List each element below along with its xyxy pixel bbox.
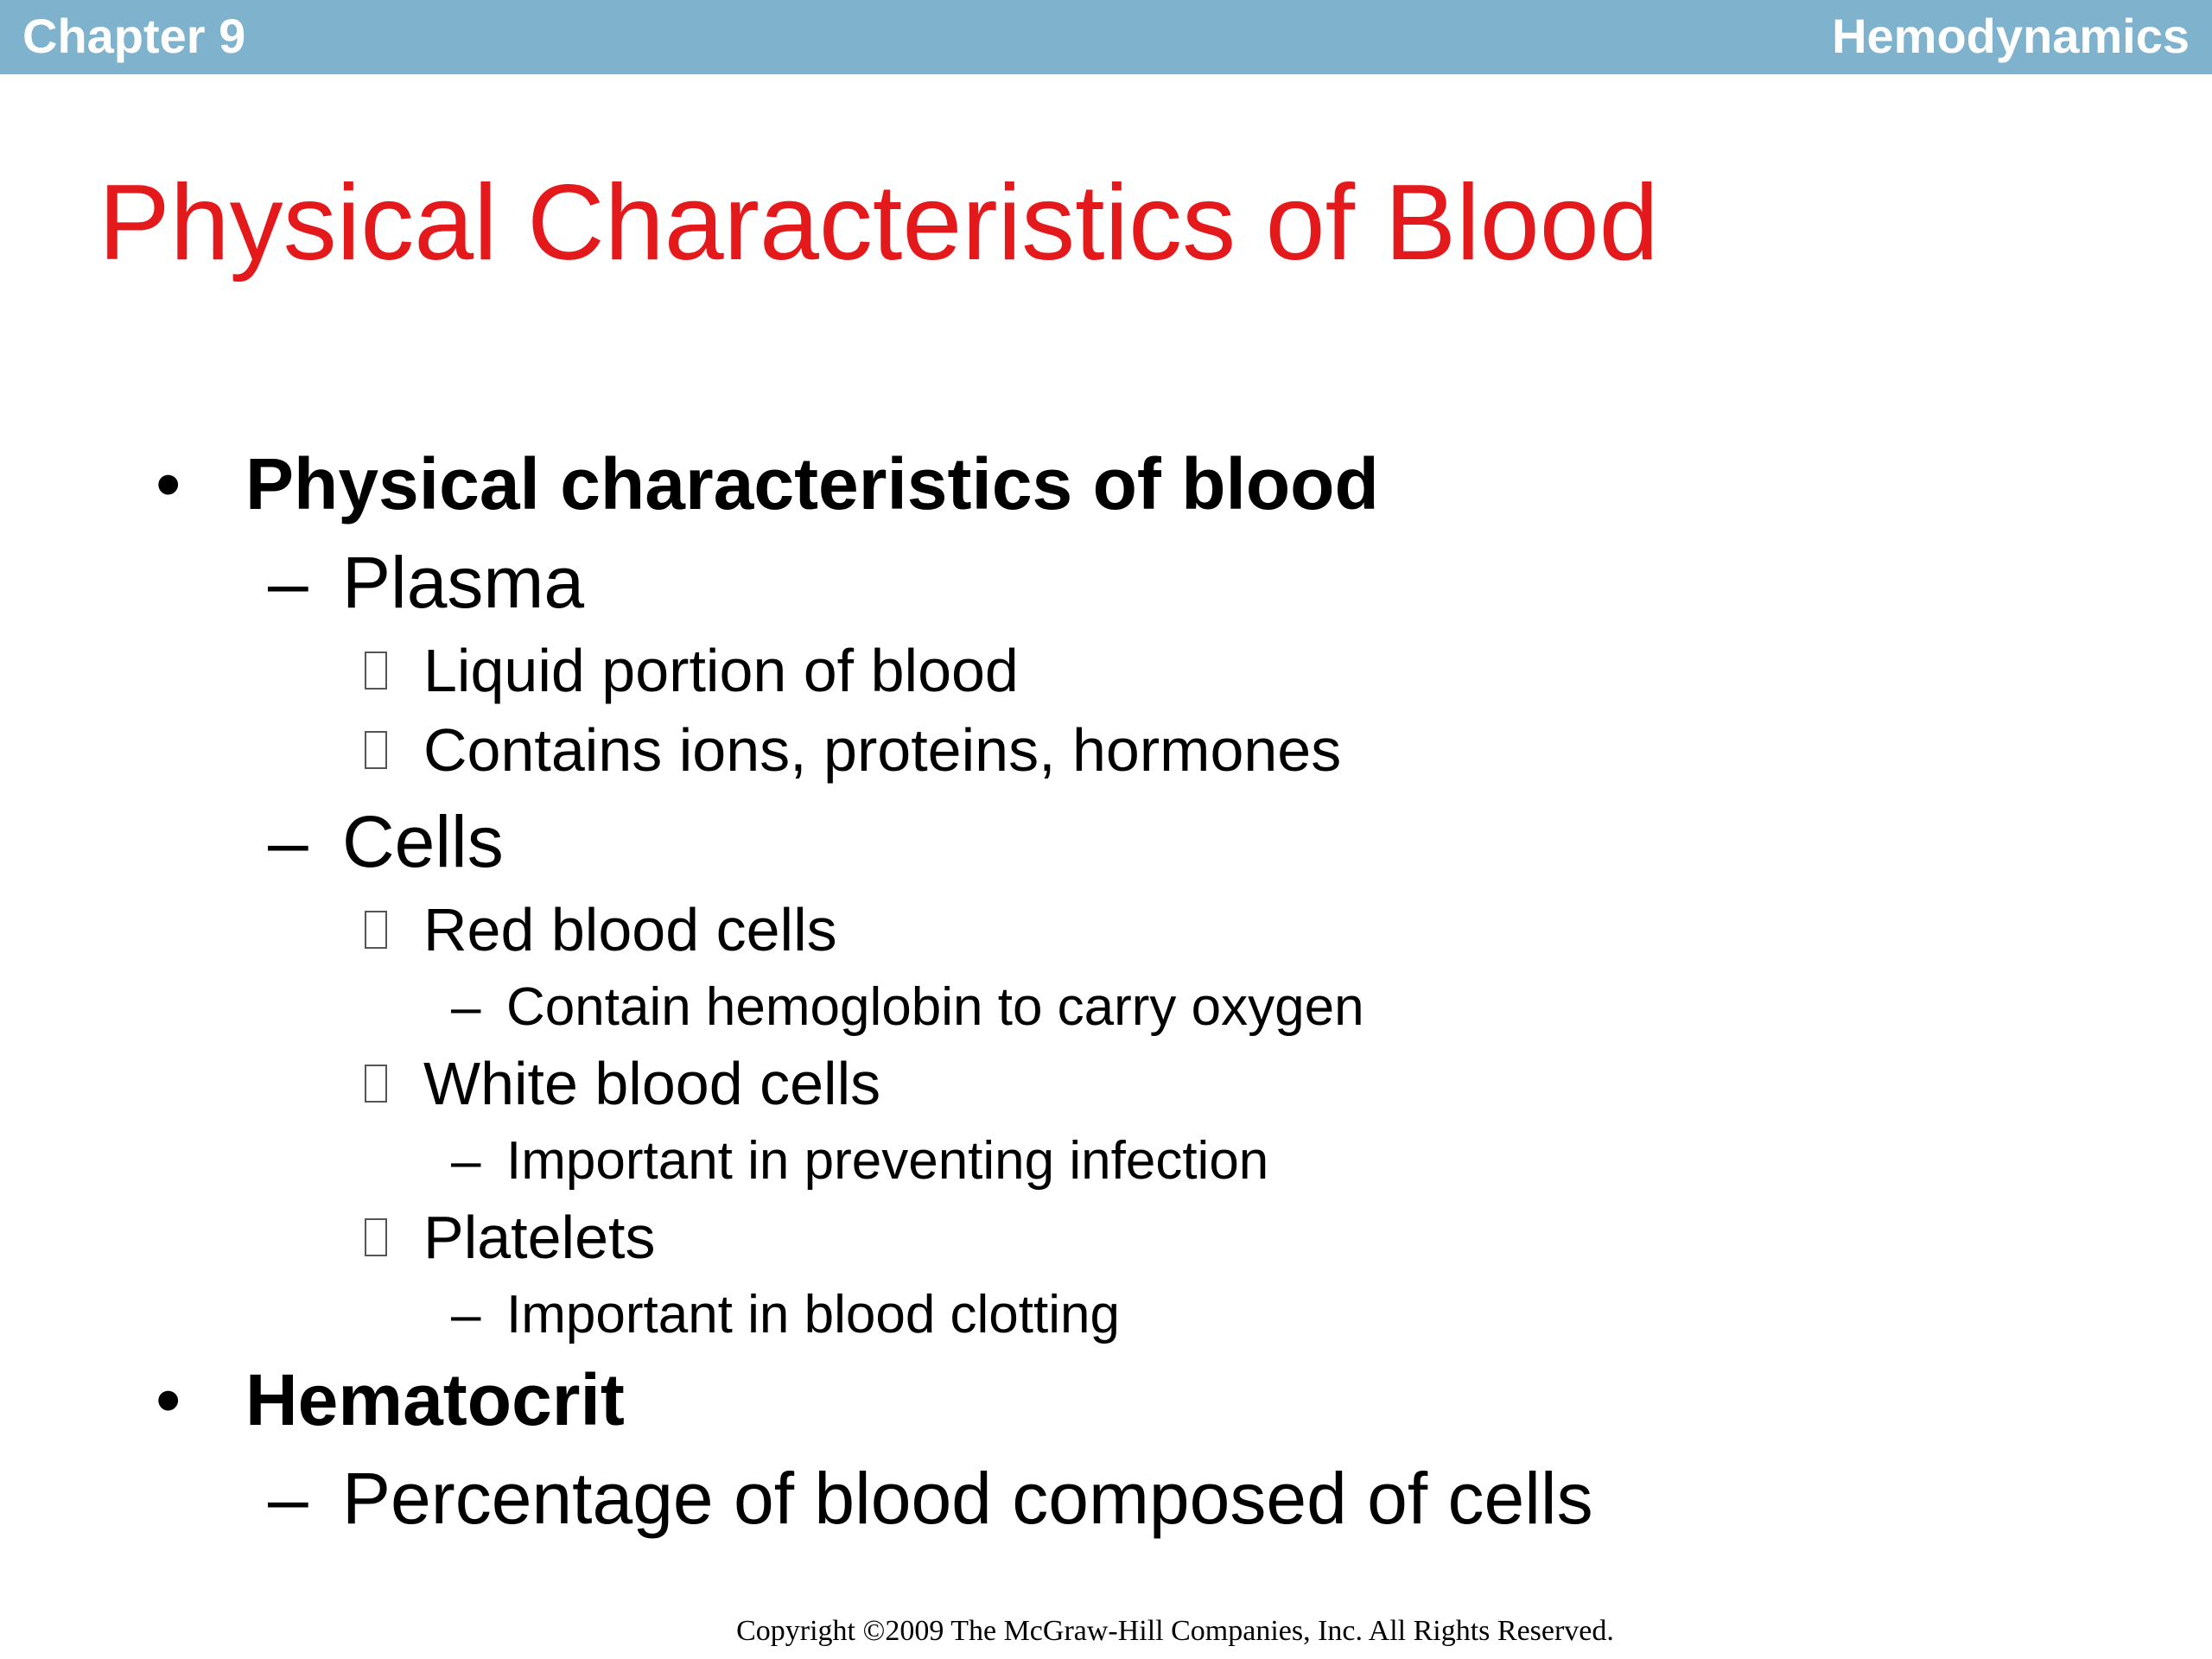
subitem-text: Cells [342, 801, 504, 882]
topic-label: Hemodynamics [1832, 9, 2190, 63]
detail-text: Contains ions, proteins, hormones [423, 716, 1342, 784]
copyright-footer: Copyright ©2009 The McGraw-Hill Companies, Inc. All Rights Reserved. [736, 1615, 1614, 1647]
box-bullet-icon [365, 652, 387, 690]
detail-text: White blood cells [423, 1050, 881, 1117]
box-bullet-icon [365, 1065, 387, 1103]
dash-icon: – [268, 1458, 308, 1539]
dash-icon: – [451, 1131, 481, 1191]
subitem-text: Plasma [342, 542, 585, 623]
detail-text: Liquid portion of blood [423, 637, 1019, 704]
header-bar [0, 0, 2212, 74]
box-bullet-icon [365, 731, 387, 769]
dash-icon: – [451, 977, 481, 1037]
bullet-text: Hematocrit [245, 1359, 625, 1440]
dash-icon: – [268, 801, 308, 882]
subitem-text: Percentage of blood composed of cells [342, 1458, 1593, 1539]
note-text: Contain hemoglobin to carry oxygen [506, 977, 1364, 1037]
note-text: Important in preventing infection [506, 1131, 1269, 1191]
bullet-icon: • [156, 443, 181, 524]
slide-title: Physical Characteristics of Blood [99, 163, 1659, 283]
chapter-label: Chapter 9 [22, 9, 246, 63]
detail-text: Red blood cells [423, 896, 837, 963]
detail-text: Platelets [423, 1204, 656, 1271]
box-bullet-icon [365, 1218, 387, 1256]
bullet-text: Physical characteristics of blood [245, 443, 1379, 524]
note-text: Important in blood clotting [506, 1285, 1120, 1344]
box-bullet-icon [365, 911, 387, 949]
dash-icon: – [268, 542, 308, 623]
dash-icon: – [451, 1285, 481, 1344]
bullet-icon: • [156, 1359, 181, 1440]
